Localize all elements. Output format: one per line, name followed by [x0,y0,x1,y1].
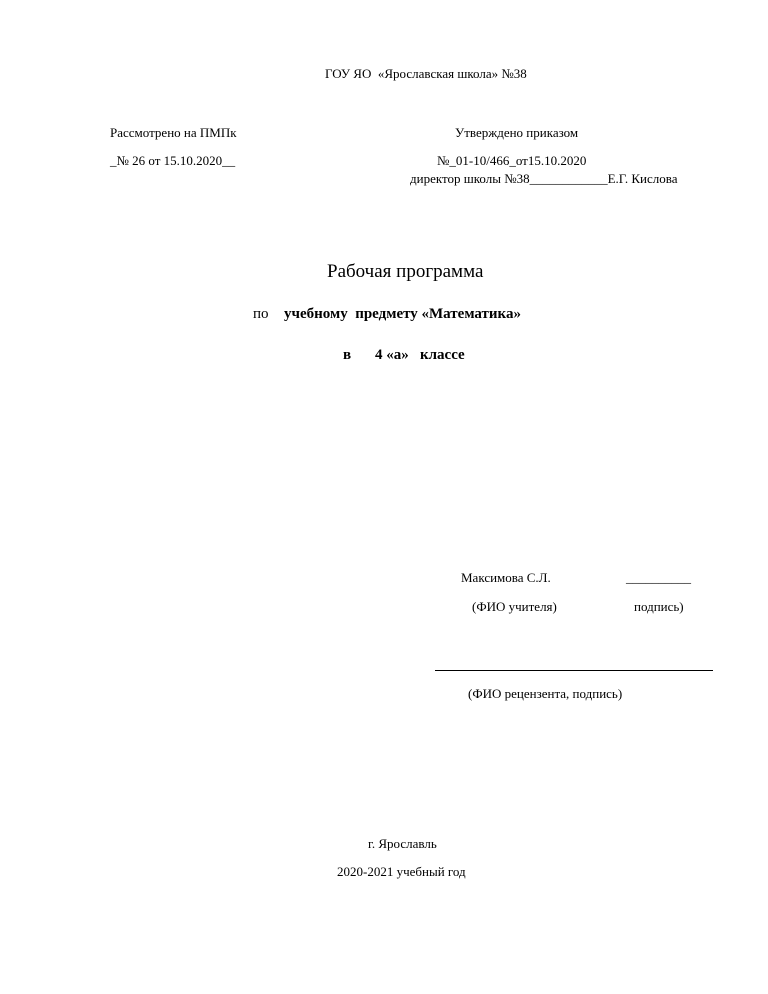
class-label: 4 «а» классе [375,347,465,363]
teacher-sign-line: __________ [626,570,691,585]
reviewer-signature-rule [435,670,713,671]
reviewer-caption: (ФИО рецензента, подпись) [468,686,623,701]
school-name: ГОУ ЯО «Ярославская школа» №38 [325,66,527,81]
approved-label: Утверждено приказом [455,125,579,140]
academic-year: 2020-2021 учебный год [337,864,466,879]
subject-prefix: по [253,306,269,322]
reviewed-label: Рассмотрено на ПМПк [110,125,237,140]
teacher-caption: (ФИО учителя) [472,599,557,614]
document-title: Рабочая программа [327,261,484,282]
order-number: №_01-10/466_от15.10.2020 [437,153,587,168]
director-signature-line: директор школы №38____________Е.Г. Кислова [410,171,678,186]
subject-name: учебному предмету «Математика» [284,306,521,322]
sign-caption: подпись) [634,599,684,614]
protocol-number: _№ 26 от 15.10.2020__ [110,153,236,168]
class-prefix: в [343,347,352,363]
city: г. Ярославль [368,836,437,851]
teacher-name: Максимова С.Л. [461,570,551,585]
